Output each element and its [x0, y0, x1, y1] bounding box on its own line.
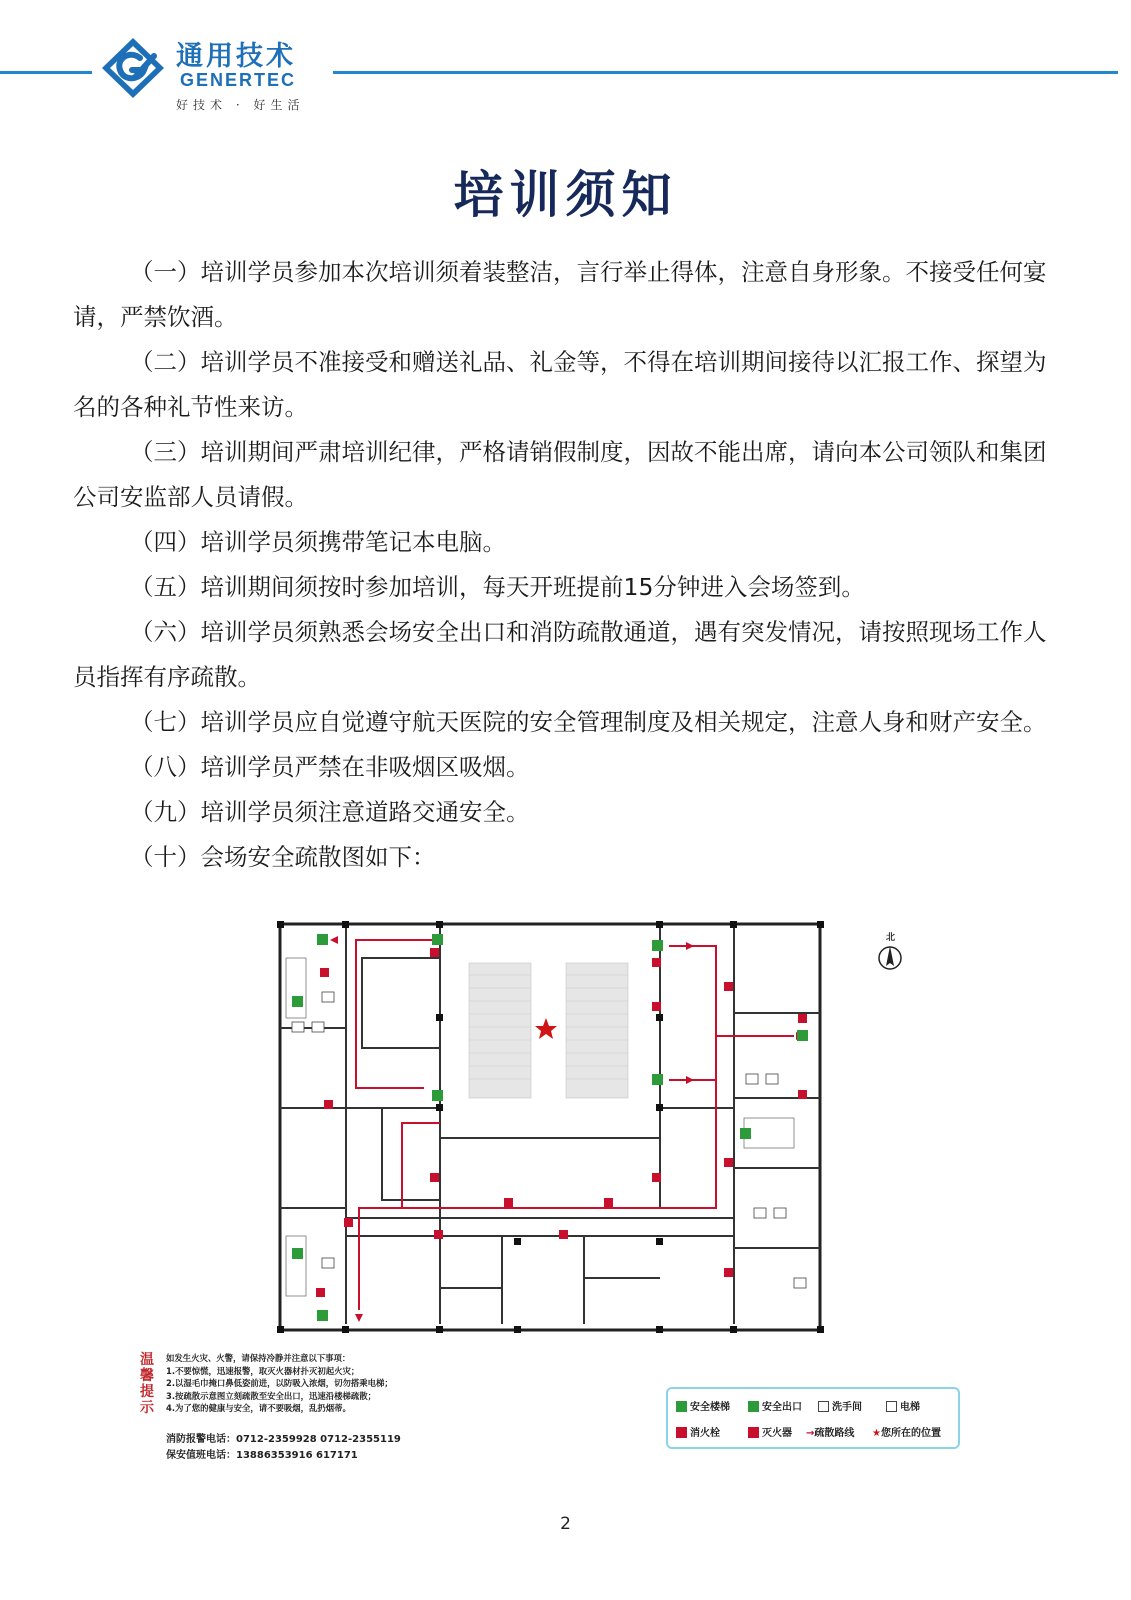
logo-chinese-name: 通用技术 — [176, 41, 296, 72]
notice-body — [73, 250, 1063, 880]
star-icon: ★ — [872, 1428, 881, 1439]
notice-item-6: （六）培训学员须熟悉会场安全出口和消防疏散通道，遇有突发情况，请按照现场工作人员指挥有序疏散。 — [73, 618, 1047, 691]
notice-line: 3.按疏散示意图立刻疏散至安全出口，迅速沿楼梯疏散； — [166, 1390, 377, 1401]
notice-line: 1.不要惊慌，迅速报警，取灭火器材扑灭初起火灾； — [166, 1365, 360, 1376]
notice-item-3: （三）培训期间严肃培训纪律，严格请销假制度，因故不能出席，请向本公司领队和集团公司安监部人员请假。 — [73, 438, 1047, 511]
fire-phone: 消防报警电话：0712-2359928 0712-2355119 — [166, 1434, 401, 1445]
legend-stairs: 安全楼梯 — [676, 1398, 730, 1413]
notice-line: 2.以湿毛巾掩口鼻低姿前进，以防吸入浓烟，切勿搭乘电梯； — [166, 1378, 393, 1388]
notice-item-10: （十）会场安全疏散图如下： — [130, 843, 436, 871]
legend-you-are-here: ★您所在的位置 — [872, 1428, 941, 1439]
notice-item-1: （一）培训学员参加本次培训须着装整洁，言行举止得体，注意自身形象。不接受任何宴请，严禁饮酒。 — [73, 258, 1047, 331]
north-label: 北 — [886, 933, 896, 943]
stairs-icon — [676, 1401, 687, 1412]
header-rule-left — [0, 71, 92, 74]
notice-item-8: （八）培训学员严禁在非吸烟区吸烟。 — [130, 753, 530, 781]
legend-restroom: 洗手间 — [818, 1398, 862, 1413]
security-phone: 保安值班电话：13886353916 617171 — [166, 1450, 358, 1461]
logo-english-name: GENERTEC — [180, 70, 297, 90]
legend-extinguisher: 灭火器 — [748, 1424, 792, 1439]
exit-icon — [748, 1401, 759, 1412]
restroom-icon — [818, 1401, 829, 1412]
hydrant-icon — [676, 1427, 687, 1438]
phone-block — [166, 1432, 401, 1464]
header-rule-right — [333, 71, 1118, 74]
legend-exit: 安全出口 — [748, 1398, 802, 1413]
legend-route: →疏散路线 — [806, 1428, 855, 1439]
notice-item-2: （二）培训学员不准接受和赠送礼品、礼金等，不得在培训期间接待以汇报工作、探望为名的各种礼节性来访。 — [73, 348, 1047, 421]
notice-item-4: （四）培训学员须携带笔记本电脑。 — [130, 528, 506, 556]
genertec-logo-icon — [100, 36, 166, 100]
route-arrow-icon: → — [806, 1428, 815, 1439]
notice-item-5: （五）培训期间须按时参加培训，每天开班提前15分钟进入会场签到。 — [130, 573, 865, 601]
logo-slogan: 好技术 · 好生活 — [176, 98, 305, 112]
legend-hydrant: 消火栓 — [676, 1424, 720, 1439]
elevator-icon — [886, 1401, 897, 1412]
map-legend — [666, 1387, 960, 1449]
page-number: 2 — [560, 1514, 571, 1534]
page-title: 培训须知 — [453, 165, 678, 224]
notice-side-title: 温馨提示 — [140, 1352, 154, 1416]
notice-lines — [166, 1352, 436, 1415]
notice-line: 4.为了您的健康与安全，请不要吸烟，乱扔烟蒂。 — [166, 1403, 351, 1413]
extinguisher-icon — [748, 1427, 759, 1438]
notice-item-9: （九）培训学员须注意道路交通安全。 — [130, 798, 530, 826]
notice-line: 如发生火灾、火警，请保持冷静并注意以下事项： — [166, 1353, 351, 1363]
notice-item-7: （七）培训学员应自觉遵守航天医院的安全管理制度及相关规定，注意人身和财产安全。 — [130, 708, 1047, 736]
legend-elevator: 电梯 — [886, 1398, 920, 1413]
